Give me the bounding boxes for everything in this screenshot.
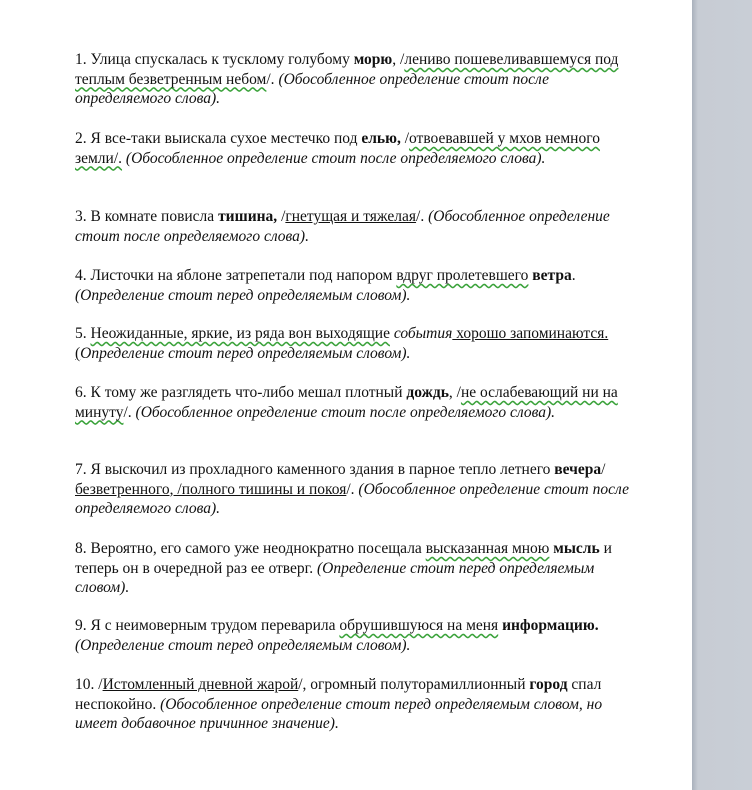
item-text: / bbox=[277, 208, 286, 225]
item-text: / bbox=[601, 461, 606, 478]
list-item bbox=[75, 207, 645, 246]
item-number: 10. / bbox=[75, 676, 103, 693]
list-item bbox=[75, 129, 645, 168]
item-text: и теперь он в очередной раз ее отверг. bbox=[75, 540, 612, 577]
item-text: /. bbox=[346, 480, 359, 498]
item-number: 3. bbox=[75, 208, 91, 225]
item-note: (Обособленное определение стоит после определяемого слова). bbox=[125, 149, 546, 167]
item-note: (Обособленное определение стоит после определяемого слова). bbox=[75, 208, 610, 245]
item-text: / bbox=[400, 130, 410, 147]
item-text: Я все-таки выискала сухое местечко под bbox=[90, 130, 362, 147]
item-number: 9. bbox=[75, 617, 91, 634]
item-note: (Обособленное определение стоит после определяемого слова). bbox=[135, 403, 556, 421]
item-note: (Обособленное определение стоит после определяемого слова). bbox=[75, 480, 629, 517]
item-text: /, огромный полуторамиллионный bbox=[298, 676, 530, 693]
underlined-phrase: высказанная мною bbox=[425, 540, 550, 557]
defined-word: елью, bbox=[361, 130, 401, 147]
item-text: , / bbox=[392, 51, 405, 68]
item-text: /. bbox=[416, 208, 429, 225]
item-note: (Определение стоит перед определяемым словом). bbox=[75, 286, 411, 304]
item-text: Я выскочил из прохладного каменного здания в парное тепло летнего bbox=[90, 461, 555, 478]
item-number: 8. bbox=[75, 540, 91, 557]
item-note: Определение стоит перед определяемым словом). bbox=[80, 344, 411, 362]
item-text: спал неспокойно. bbox=[75, 676, 602, 713]
underlined-phrase: безветренного, /полного тишины и покоя bbox=[75, 480, 347, 498]
defined-word: события bbox=[393, 325, 453, 342]
defined-word: мысль bbox=[553, 540, 600, 557]
item-number: 6. bbox=[75, 384, 91, 401]
item-number: 4. bbox=[75, 267, 91, 284]
item-text: Вероятно, его самого уже неоднократно посещала bbox=[90, 540, 426, 557]
underlined-phrase: не ослабевающий ни на минуту bbox=[75, 384, 618, 421]
item-text: К тому же разглядеть что-либо мешал плотный bbox=[90, 384, 407, 401]
defined-word: дождь bbox=[406, 384, 449, 401]
defined-word: информацию. bbox=[502, 617, 599, 634]
item-text: /. bbox=[123, 403, 136, 421]
defined-word: город bbox=[529, 676, 568, 693]
underlined-phrase: обрушившуюся на меня bbox=[339, 617, 499, 634]
item-text: Улица спускалась к тусклому голубому bbox=[90, 51, 354, 68]
item-number: 1. bbox=[75, 51, 91, 68]
underlined-phrase: Неожиданные, яркие, из ряда вон выходящие bbox=[90, 325, 390, 342]
item-number: 2. bbox=[75, 130, 91, 147]
item-text: Листочки на яблоне затрепетали под напором bbox=[90, 267, 397, 284]
defined-word: ветра bbox=[532, 267, 572, 284]
item-note: (Обособленное определение стоит перед определяемым словом, но имеет добавочное причинное значение). bbox=[75, 695, 603, 732]
list-item bbox=[75, 266, 645, 305]
workspace-background bbox=[692, 0, 752, 790]
item-text: , / bbox=[448, 384, 461, 401]
list-item bbox=[75, 383, 645, 422]
item-note: (Определение стоит перед определяемым словом). bbox=[75, 636, 411, 654]
item-note: (Определение стоит перед определяемым словом). bbox=[75, 559, 595, 596]
list-item bbox=[75, 539, 645, 598]
item-text: /. bbox=[266, 70, 279, 88]
list-item bbox=[75, 460, 645, 519]
underlined-phrase: Истомленный дневной жарой bbox=[102, 676, 299, 693]
item-text: хорошо запоминаются. ( bbox=[75, 325, 609, 362]
defined-word: морю bbox=[353, 51, 393, 68]
item-text: Я с неимоверным трудом переварила bbox=[90, 617, 340, 634]
underlined-phrase: лениво пошевеливавшемуся под теплым безветренным небом bbox=[75, 51, 619, 88]
item-text: В комнате повисла bbox=[90, 208, 219, 225]
underlined-phrase: отвоевавшей у мхов немного земли/. bbox=[75, 130, 600, 167]
underlined-phrase: вдруг пролетевшего bbox=[396, 267, 529, 284]
item-text: . bbox=[571, 267, 576, 284]
list-item bbox=[75, 324, 645, 363]
item-number: 5. bbox=[75, 325, 91, 342]
list-item bbox=[75, 675, 645, 734]
list-item bbox=[75, 50, 645, 109]
defined-word: вечера bbox=[554, 461, 602, 478]
list-item bbox=[75, 616, 645, 655]
item-note: (Обособленное определение стоит после определяемого слова). bbox=[75, 70, 550, 107]
item-number: 7. bbox=[75, 461, 91, 478]
underlined-phrase: гнетущая и тяжелая bbox=[285, 208, 417, 225]
defined-word: тишина, bbox=[218, 208, 278, 225]
